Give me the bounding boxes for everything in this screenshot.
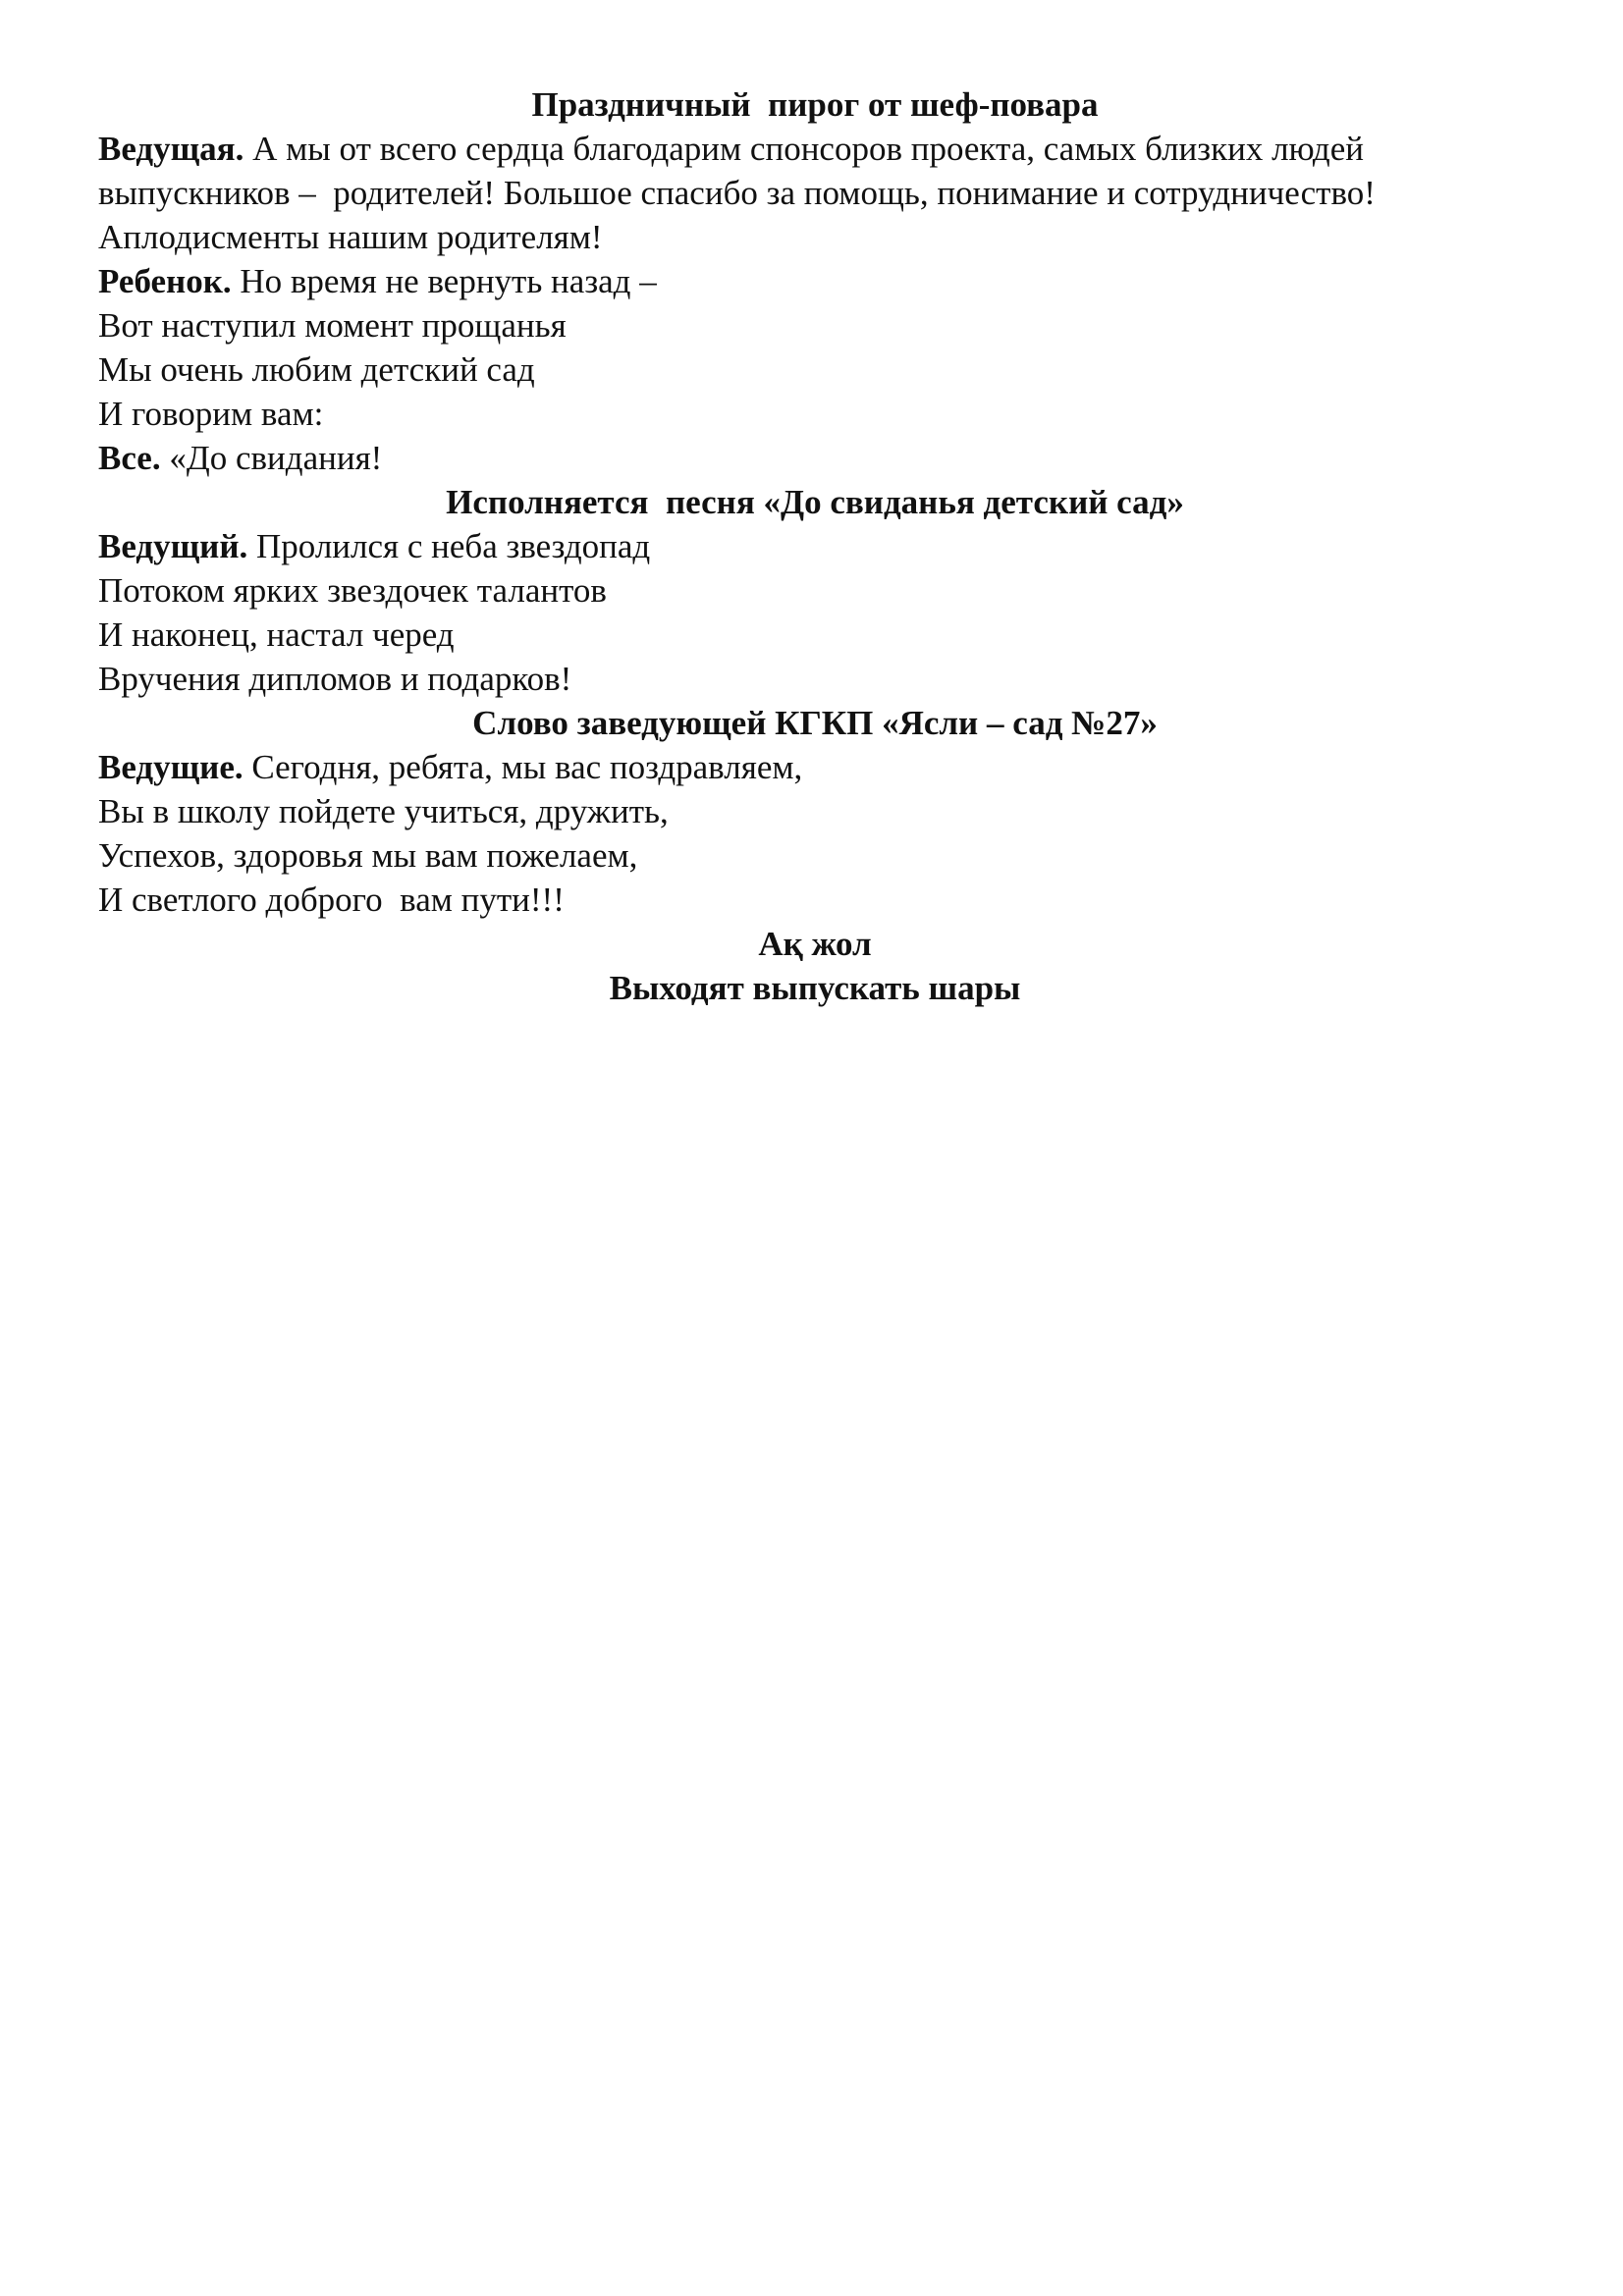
speaker-label: Ведущие. bbox=[98, 748, 243, 786]
speaker-label: Ведущий. bbox=[98, 527, 248, 565]
speech-line: И светлого доброго вам пути!!! bbox=[98, 881, 565, 919]
speaker-label: Ведущая. bbox=[98, 130, 244, 168]
speech-line: Мы очень любим детский сад bbox=[98, 350, 535, 389]
speech-line: Успехов, здоровья мы вам пожелаем, bbox=[98, 836, 638, 875]
speech-text: «До свидания! bbox=[160, 439, 383, 477]
speaker-label: Ребенок. bbox=[98, 262, 232, 300]
speech-text: Сегодня, ребята, мы вас поздравляем, bbox=[243, 748, 803, 786]
speech-text: Пролился с неба звездопад bbox=[247, 527, 651, 565]
speech-text: А мы от всего сердца благодарим спонсоров проекта, самых близких людей bbox=[243, 130, 1364, 168]
speaker-label: Все. bbox=[98, 439, 161, 477]
section-heading: Слово заведующей КГКП «Ясли – сад №27» bbox=[472, 704, 1158, 742]
speech-text: Но время не вернуть назад – bbox=[231, 262, 657, 300]
speech-line bbox=[98, 259, 1532, 303]
section-heading: Исполняется песня «До свиданья детский сад» bbox=[446, 483, 1184, 521]
section-heading: Выходят выпускать шары bbox=[609, 969, 1021, 1007]
speech-line: Аплодисменты нашим родителям! bbox=[98, 218, 603, 256]
speech-line: И говорим вам: bbox=[98, 395, 324, 433]
speech-line: Вот наступил момент прощанья bbox=[98, 306, 567, 345]
section-heading: Праздничный пирог от шеф-повара bbox=[531, 85, 1099, 124]
speech-line bbox=[98, 436, 1532, 480]
speech-line: выпускников – родителей! Большое спасибо за помощь, понимание и сотрудничество! bbox=[98, 174, 1376, 212]
speech-line bbox=[98, 524, 1532, 568]
speech-line: Потоком ярких звездочек талантов bbox=[98, 571, 607, 610]
document-page bbox=[98, 82, 1532, 1010]
speech-line: И наконец, настал черед bbox=[98, 615, 455, 654]
section-heading: Ақ жол bbox=[758, 925, 872, 963]
speech-line: Вы в школу пойдете учиться, дружить, bbox=[98, 792, 669, 830]
speech-line bbox=[98, 127, 1532, 171]
speech-line: Вручения дипломов и подарков! bbox=[98, 660, 572, 698]
speech-line bbox=[98, 745, 1532, 789]
